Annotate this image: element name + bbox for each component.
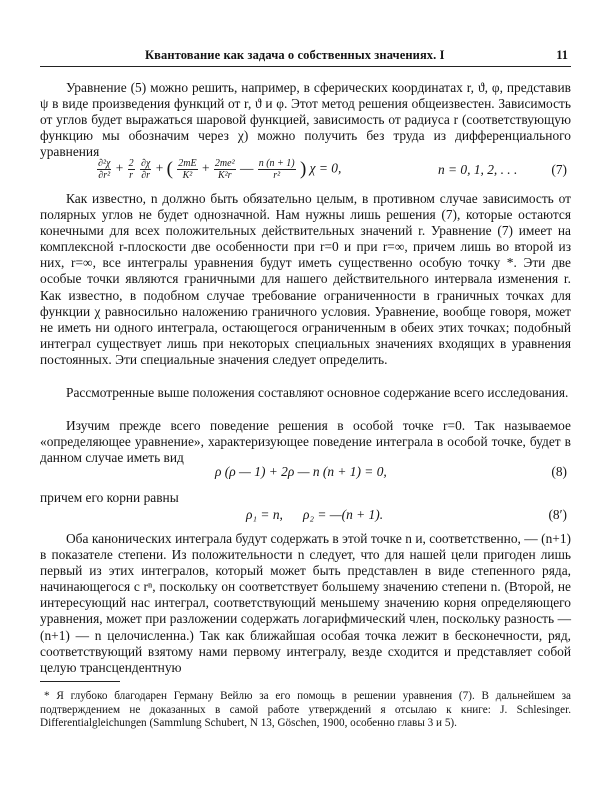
running-header (40, 47, 571, 67)
paragraph-canonical-integrals: Оба канонических интеграла будут содержать в этой точке n и, соответственно, — (n+1) в показателе степени. Из положительности n следует, что для нашей цели пригоден лишь первый из этих интегралов, который может быть представлен в виде степенного ряда, начинающегося с rⁿ, поскольку он соответствует большему значению степени n. (Второй, не интересующий нас интеграл, соответствующий меньшему значению корня определяющего уравнения, может при разложении содержать логарифмический член, поскольку разность — (n+1) — n целочисленна.) Так как ближайшая особая точка лежит в бесконечности, ряд, соответствующий взятому нами первому интегралу, везде сходится и представляет собой целую трансцендентную (40, 531, 571, 675)
fraction-energy-term: $\frac{2mE}{\text{K²}}$ (178, 158, 197, 181)
fraction-two-over-r: $\frac{2}{r}$ (128, 158, 134, 181)
equation-8-prime: ρ₁ = n, ρ₂ = —(n + 1). (8′) (246, 507, 567, 522)
paragraph-summary: Рассмотренные выше положения составляют основное содержание всего исследования. (66, 385, 569, 400)
equation-number-8: (8) (551, 464, 567, 479)
equation-7: $\frac{\text{∂²χ}}{\text{∂r²}}$ + $\frac{2}{r}$ $\frac{\partial\chi}{\partial r}$ + ( $\frac{2mE}{\text{K²}}$ + $\frac{\text{2me²}}{\text{K²r}}$ — $\frac{n (n + 1)}{\text{r²}}$ ) χ = 0, n = 0, 1, 2, . . . (7) (98, 158, 567, 181)
paragraph-intro: Уравнение (5) можно решить, например, в сферических координатах r, ϑ, φ, представив ψ в виде произведения функций от r, ϑ и φ. Этот метод решения общеизвестен. Зависимость от углов будет выражаться шаровой функцией, зависимость от радиуса r (соответствующую функцию мы обозначим через χ) можно получить без труда из дифференциального уравнения (40, 80, 571, 160)
equation-number-8-prime: (8′) (548, 507, 567, 522)
fraction-first-derivative: $\frac{\partial\chi}{\partial r}$ (140, 158, 151, 181)
equation-8: ρ (ρ — 1) + 2ρ — n (n + 1) = 0, (8) (215, 464, 567, 479)
footnote (40, 690, 571, 731)
paragraph-roots-intro: причем его корни равны (40, 490, 179, 505)
paragraph-boundary-conditions: Как известно, n должно быть обязательно целым, в противном случае зависимость от полярных углов не будет однозначной. Нам нужны лишь решения (7), которые остаются конечными для всех положительных действительных значений r. Уравнение (7) имеет на комплексной r-плоскости две особенности при r=0 и при r=∞, причем лишь во второй из них, r=∞, все интегралы уравнения будут иметь существенно особую точку *. Эти две особые точки являются граничными для нашего действительного интервала изменения r. Как известно, в подобном случае требование ограниченности в граничных точках для функции χ равносильно наложению граничного условия. Уравнение, вообще говоря, может не иметь ни одного интеграла, остающегося ограниченным в обеих этих точках; подобный интеграл существует лишь при некоторых специальных значениях входящих в уравнения постоянных. Эти специальные значения следует определить. (40, 191, 571, 367)
n-values: n = 0, 1, 2, . . . (438, 162, 518, 177)
fraction-coulomb-term: $\frac{\text{2me²}}{\text{K²r}}$ (214, 158, 235, 181)
page-number: 11 (556, 48, 568, 62)
fraction-angular-term: $\frac{n (n + 1)}{\text{r²}}$ (258, 158, 295, 181)
footnote-separator (40, 681, 120, 682)
paragraph-indicial-intro: Изучим прежде всего поведение решения в особой точке r=0. Так называемое «определяющее уравнение», характеризующее поведение интеграла в особой точке, будет в данном случае иметь вид (40, 418, 571, 466)
running-title: Квантование как задача о собственных значениях. I (145, 48, 445, 62)
equation-number-7: (7) (551, 162, 567, 177)
fraction-second-derivative: $\frac{\text{∂²χ}}{\text{∂r²}}$ (98, 158, 111, 181)
footnote-text: * Я глубоко благодарен Герману Вейлю за его помощь в решении уравнения (7). В дальнейшем за подтверждением не доказанных в самой работе утверждений я отсылаю к книге: J. Schlesinger. Differentialgleichungen (Sammlung Schubert, N 13, Göschen, 1900, особенно главы 3 и 5). (40, 690, 571, 730)
